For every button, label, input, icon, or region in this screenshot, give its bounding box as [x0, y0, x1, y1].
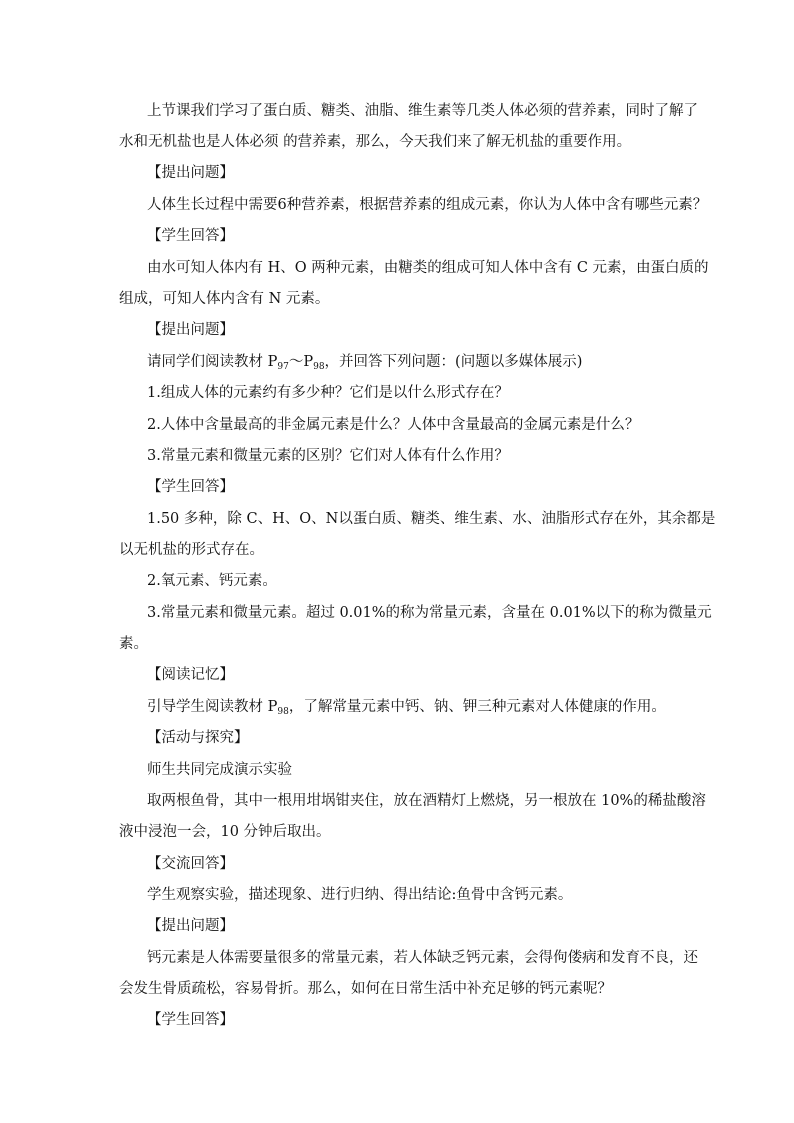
answer-item-2: 2.氧元素、钙元素。	[147, 573, 277, 589]
answer-item-1-line-1: 1.50 多种，除 C、H、O、N以蛋白质、糖类、维生素、水、油脂形式存在外，其余都是	[147, 511, 716, 527]
section-heading-ask-question-1: 【提出问题】	[147, 165, 234, 181]
experiment-intro: 师生共同完成演示实验	[147, 762, 292, 778]
answer-item-3-line-1: 3.常量元素和微量元素。超过 0.01%的称为常量元素，含量在 0.01%以下的称为微量元	[147, 605, 712, 621]
section-heading-reading-memory: 【阅读记忆】	[147, 667, 234, 683]
answer-elements-line-1: 由水可知人体内有 H、O 两种元素，由糖类的组成可知人体中含有 C 元素，由蛋白质的	[147, 260, 709, 276]
paragraph-intro-line-1: 上节课我们学习了蛋白质、糖类、油脂、维生素等几类人体必须的营养素，同时了解了	[147, 103, 698, 119]
experiment-step-line-2: 液中浸泡一会，10 分钟后取出。	[119, 824, 331, 840]
section-heading-ask-question-2: 【提出问题】	[147, 322, 234, 338]
question-item-1: 1.组成人体的元素约有多少种？它们是以什么形式存在？	[147, 385, 509, 401]
reading-instruction-line: 请同学们阅读教材 $P_{97}\sim P_{98}$，并回答下列问题：(问题以多媒体展示)	[147, 354, 583, 372]
section-heading-exchange-answer: 【交流回答】	[147, 856, 234, 872]
section-heading-student-answer-1: 【学生回答】	[147, 228, 234, 244]
answer-item-3-line-2: 素。	[119, 636, 148, 652]
experiment-step-line-1: 取两根鱼骨，其中一根用坩埚钳夹住，放在酒精灯上燃烧，另一根放在 10%的稀盐酸溶	[147, 793, 706, 809]
reading-guide-line: 引导学生阅读教材 $P_{98}$，了解常量元素中钙、钠、钾三种元素对人体健康的作用。	[147, 699, 666, 717]
section-heading-student-answer-3: 【学生回答】	[147, 1012, 234, 1028]
calcium-question-line-2: 会发生骨质疏松，容易骨折。那么，如何在日常生活中补充足够的钙元素呢？	[119, 981, 612, 997]
question-item-2: 2.人体中含量最高的非金属元素是什么？人体中含量最高的金属元素是什么？	[147, 417, 640, 433]
question-elements-line: 人体生长过程中需要6种营养素，根据营养素的组成元素，你认为人体中含有哪些元素？	[147, 197, 708, 213]
section-heading-activity-exploration: 【活动与探究】	[147, 730, 249, 746]
observation-conclusion: 学生观察实验，描述现象、进行归纳、得出结论:鱼骨中含钙元素。	[147, 887, 573, 903]
section-heading-ask-question-3: 【提出问题】	[147, 918, 234, 934]
paragraph-intro-line-2: 水和无机盐也是人体必须 的营养素，那么，今天我们来了解无机盐的重要作用。	[119, 134, 632, 150]
question-item-3: 3.常量元素和微量元素的区别？它们对人体有什么作用？	[147, 448, 509, 464]
section-heading-student-answer-2: 【学生回答】	[147, 479, 234, 495]
answer-elements-line-2: 组成，可知人体内含有 N 元素。	[119, 291, 330, 307]
calcium-question-line-1: 钙元素是人体需要量很多的常量元素，若人体缺乏钙元素，会得佝偻病和发育不良，还	[147, 950, 698, 966]
answer-item-1-line-2: 以无机盐的形式存在。	[119, 542, 264, 558]
